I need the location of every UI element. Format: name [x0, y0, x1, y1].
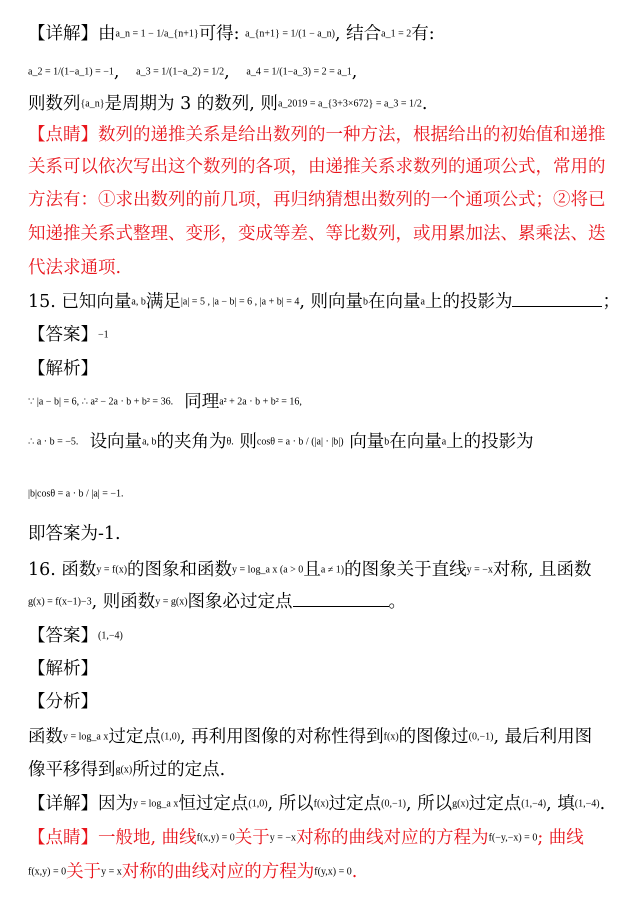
p15-question [28, 290, 620, 315]
formula: y = log_a x [63, 731, 109, 743]
text: 图象必过定点 [187, 592, 293, 612]
text: 关系可以依次写出这个数列的各项，由递推关系求数列的通项公式，常用的 [28, 157, 606, 177]
text: . [599, 794, 606, 814]
formula: y = g(x) [155, 596, 188, 608]
vector-b: b [384, 436, 390, 448]
p14-note-line-4 [28, 222, 620, 246]
text: 对称的曲线对应的方程为 [296, 828, 489, 848]
text: 在向量 [368, 292, 421, 312]
formula: (1,−4) [574, 798, 600, 810]
text: , 填 [546, 794, 575, 814]
formula: (0,−1) [381, 798, 406, 810]
formula: g(x) = f(x−1)−3 [28, 596, 92, 608]
formula: f(x) [313, 798, 329, 810]
text: 关于 [234, 828, 270, 848]
text: 知递推关系式整理、变形，变成等差、等比数列，或用累加法、累乘法、迭 [28, 224, 606, 244]
vector-a: a [420, 296, 425, 308]
condition: |a| = 5 , |a − b| = 6 , |a + b| = 4 [180, 296, 300, 308]
theta: θ. [226, 436, 234, 448]
text: , 结合 [335, 24, 382, 44]
projection-formula: |b|cosθ = a · b / |a| = −1. [28, 488, 124, 500]
answer-value: (1,−4) [98, 630, 123, 642]
answer-value: −1 [98, 329, 109, 341]
p15-final-line [28, 482, 620, 507]
answer-heading: 【答案】 [28, 325, 98, 345]
text: 且 [303, 560, 321, 580]
text: 16. 函数 [28, 560, 97, 580]
step1: ∵ |a − b| = 6, ∴ a² − 2a · b + b² = 36. [28, 396, 174, 408]
p14-note-line-5 [28, 256, 620, 280]
text: 设向量 [89, 432, 143, 452]
p16-detail-line [28, 792, 620, 817]
formula: f(x) [383, 731, 399, 743]
formula: g(x) [115, 764, 133, 776]
p16-fenxi-line-2 [28, 758, 620, 783]
analysis-heading: 【解析】 [28, 359, 98, 379]
text: , 所以 [405, 794, 453, 814]
text: , 则函数 [91, 592, 156, 612]
formula: y = −x [269, 832, 297, 844]
term-a3: a_3 = 1/(1−a_2) = 1/2 [136, 66, 225, 78]
text: 同理 [184, 392, 220, 412]
formula: f(x,y) = 0 [28, 866, 67, 878]
p15-step-line [28, 390, 620, 415]
text: , 所以 [267, 794, 314, 814]
text: 有: [411, 24, 435, 44]
text: , 则向量 [299, 292, 364, 312]
text: , 再利用图像的对称性得到 [180, 727, 384, 747]
text: 的夹角为 [156, 432, 227, 452]
p14-note-line-3 [28, 188, 620, 212]
text: 即答案为-1. [28, 524, 121, 544]
text: 可得: [198, 24, 240, 44]
text: 满足 [145, 292, 181, 312]
text: 是周期为 3 的数列, 则 [104, 94, 278, 114]
text: 15. 已知向量 [28, 292, 132, 312]
text: 对称, 且函数 [492, 560, 592, 580]
formula: y = −x [466, 564, 493, 576]
p14-detail-line [28, 22, 620, 47]
recurrence-formula-2: a_{n+1} = 1/(1 − a_n) [245, 28, 336, 40]
p14-terms-line: a_2 = 1/(1−a_1) = −1, a_3 = 1/(1−a_2) = 1/2, a_4 = 1/(1−a_3) = 2 = a_1, [28, 62, 358, 82]
term-a2: a_2 = 1/(1−a_1) = −1 [28, 66, 114, 78]
p16-note-line-2 [28, 860, 620, 885]
answer-blank [293, 590, 389, 607]
note-heading: 【点睛】 [28, 125, 98, 145]
p16-note-line-1 [28, 826, 620, 851]
vector-b: b [363, 296, 369, 308]
text: ； [602, 292, 620, 312]
text: 的图象和函数 [127, 560, 233, 580]
initial-value: a_1 = 2 [381, 28, 412, 40]
text: 的图像过 [398, 727, 469, 747]
note-heading: 【点睛】 [28, 828, 98, 848]
formula: a ≠ 1) [320, 564, 345, 576]
text: 过定点 [108, 727, 161, 747]
text: 在向量 [389, 432, 442, 452]
p16-fenxi-heading [28, 690, 620, 714]
formula: f(x,y) = 0 [196, 832, 235, 844]
formula: (1,0) [248, 798, 268, 810]
formula: (1,−4) [521, 798, 547, 810]
answer-blank [512, 290, 602, 307]
p15-analysis-heading [28, 357, 620, 381]
text: 函数 [28, 727, 63, 747]
text: 方法有：①求出数列的前几项，再归纳猜想出数列的一个通项公式；②将已 [28, 190, 606, 210]
text: 的图象关于直线 [344, 560, 467, 580]
term-a4: a_4 = 1/(1−a_3) = 2 = a_1 [246, 66, 352, 78]
p14-note-line-2 [28, 155, 620, 179]
text: 上的投影为 [424, 292, 513, 312]
analysis-heading: 【解析】 [28, 659, 98, 679]
p16-answer-line [28, 624, 620, 649]
text: , 最后利用图 [493, 727, 593, 747]
text: 代法求通项. [28, 258, 122, 278]
text: ; 曲线 [537, 828, 584, 848]
text: 。 [388, 592, 407, 612]
p16-analysis-heading [28, 657, 620, 681]
text: 像平移得到 [28, 760, 116, 780]
a2019-formula: a_2019 = a_{3+3×672} = a_3 = 1/2 [277, 98, 422, 110]
vectors: a, b [142, 436, 157, 448]
text: 关于 [66, 862, 102, 882]
detail-heading: 【详解】 [28, 794, 98, 814]
text: 对称的曲线对应的方程为 [121, 862, 315, 882]
answer-heading: 【答案】 [28, 626, 98, 646]
vectors: a, b [131, 296, 146, 308]
step2: a² + 2a · b + b² = 16, [219, 396, 302, 408]
p15-answer-line [28, 323, 620, 348]
formula: y = f(x) [96, 564, 128, 576]
p16-fenxi-line-1 [28, 725, 620, 750]
text: 上的投影为 [446, 432, 534, 452]
p14-note-line-1 [28, 123, 620, 147]
p16-question-2 [28, 590, 620, 615]
text: 一般地, 曲线 [98, 828, 197, 848]
formula: g(x) [452, 798, 469, 810]
detail-heading: 【详解】 [28, 24, 98, 44]
text: 过定点 [468, 794, 522, 814]
text: 过定点 [328, 794, 382, 814]
formula: y = log_a x (a > 0 [232, 564, 304, 576]
p15-angle-line [28, 430, 620, 455]
text: 则 [239, 432, 257, 452]
text: 所过的定点. [132, 760, 226, 780]
fenxi-heading: 【分析】 [28, 692, 98, 712]
formula: (0,−1) [468, 731, 494, 743]
formula: y = log_a x [133, 798, 179, 810]
text: 恒过定点 [178, 794, 249, 814]
vector-a: a [441, 436, 447, 448]
formula: (1,0) [160, 731, 181, 743]
text: 数列的递推关系是给出数列的一种方法，根据给出的初始值和递推 [98, 125, 606, 145]
text: 由 [98, 24, 116, 44]
formula: y = x [101, 866, 122, 878]
text: 向量 [349, 432, 385, 452]
p14-period-line: 则数列{a_n}是周期为 3 的数列, 则a_2019 = a_{3+3×672} = a_3 = 1/2. [28, 94, 428, 114]
sequence: {a_n} [80, 98, 105, 110]
text: 则数列 [28, 94, 81, 114]
text: 因为 [98, 794, 133, 814]
text: . [351, 862, 358, 882]
p15-conclusion [28, 522, 620, 546]
formula: f(−y,−x) = 0 [488, 832, 538, 844]
formula: f(y,x) = 0 [314, 866, 352, 878]
cos-formula: cosθ = a · b / (|a| · |b|) [256, 436, 344, 448]
p16-question-1 [28, 558, 620, 583]
step3: ∴ a · b = −5. [28, 436, 79, 448]
recurrence-formula: a_n = 1 − 1/a_{n+1} [115, 28, 199, 40]
